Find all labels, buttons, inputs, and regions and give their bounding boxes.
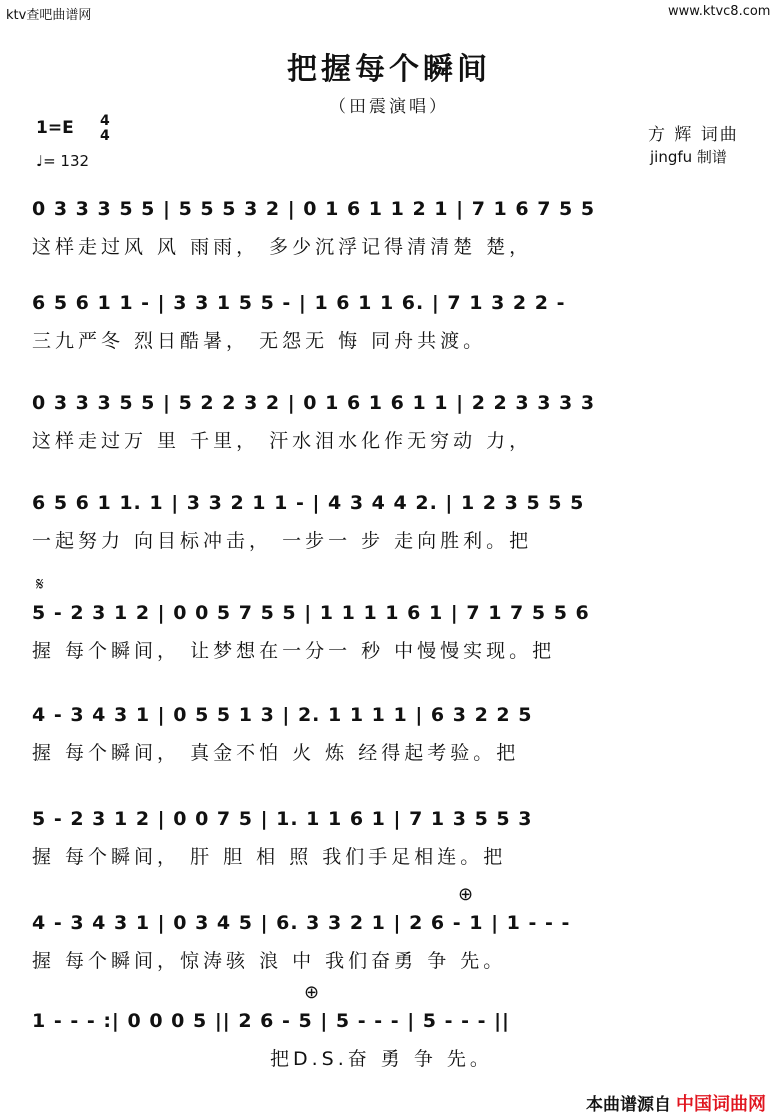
key-signature: 1=E — [36, 118, 74, 138]
notation-row: 4 - 3 4 3 1 | 0 5 5 1 3 | 2. 1 1 1 1 | 6 3 2 2 5 — [32, 704, 533, 726]
footer-site[interactable]: 中国词曲网 — [676, 1094, 766, 1115]
time-signature — [100, 114, 110, 144]
watermark-left: ktv查吧曲谱网 — [6, 8, 92, 23]
meter-top: 4 — [100, 113, 110, 129]
lyrics-row: 握 每个瞬间，惊涛骇 浪 中 我们奋勇 争 先。 — [32, 950, 507, 972]
notation-row: 5 - 2 3 1 2 | 0 0 7 5 | 1. 1 1 6 1 | 7 1 3 5 5 3 — [32, 808, 533, 830]
notation-row: 0 3 3 3 5 5 | 5 2 2 3 2 | 0 1 6 1 6 1 1 | 2 2 3 3 3 3 — [32, 392, 596, 414]
lyrics-row: 这样走过风 风 雨雨， 多少沉浮记得清清楚 楚， — [32, 236, 533, 258]
lyrics-row: 握 每个瞬间， 肝 胆 相 照 我们手足相连。把 — [32, 846, 507, 868]
arranger-credit: jingfu 制谱 — [650, 148, 727, 166]
notation-row: 6 5 6 1 1 - | 3 3 1 5 5 - | 1 6 1 1 6. | 7 1 3 2 2 - — [32, 292, 566, 314]
notation-row: 6 5 6 1 1. 1 | 3 3 2 1 1 - | 4 3 4 4 2. | 1 2 3 5 5 5 — [32, 492, 585, 514]
meter-bottom: 4 — [100, 128, 110, 144]
segno-icon: 𝄋 — [36, 574, 44, 595]
lyrics-row: 握 每个瞬间， 让梦想在一分一 秒 中慢慢实现。把 — [32, 640, 556, 662]
coda-icon: ⊕ — [458, 884, 474, 905]
notation-row: 0 3 3 3 5 5 | 5 5 5 3 2 | 0 1 6 1 1 2 1 | 7 1 6 7 5 5 — [32, 198, 596, 220]
singer-credit: （田震演唱） — [329, 97, 449, 117]
song-title: 把握每个瞬间 — [287, 52, 491, 87]
lyrics-row: 三九严冬 烈日酷暑， 无怨无 悔 同舟共渡。 — [32, 330, 487, 352]
lyrics-row: 握 每个瞬间， 真金不怕 火 炼 经得起考验。把 — [32, 742, 520, 764]
watermark-right: www.ktvc8.com — [668, 4, 771, 19]
notation-row: 4 - 3 4 3 1 | 0 3 4 5 | 6. 3 3 2 1 | 2 6 - 1 | 1 - - - — [32, 912, 571, 934]
notation-row: 5 - 2 3 1 2 | 0 0 5 7 5 5 | 1 1 1 1 6 1 | 7 1 7 5 5 6 — [32, 602, 590, 624]
composer-credit: 方 辉 词曲 — [648, 125, 739, 145]
coda-icon: ⊕ — [304, 982, 320, 1003]
tempo-marking: ♩= 132 — [36, 152, 90, 170]
footer-source: 本曲谱源自 — [586, 1095, 671, 1115]
lyrics-row: 一起努力 向目标冲击， 一步一 步 走向胜利。把 — [32, 530, 533, 552]
lyrics-row: 这样走过万 里 千里， 汗水泪水化作无穷动 力， — [32, 430, 533, 452]
notation-row: 1 - - - :| 0 0 0 5 || 2 6 - 5 | 5 - - - | 5 - - - || — [32, 1010, 510, 1032]
lyrics-row: 把D.S.奋 勇 争 先。 — [270, 1048, 493, 1070]
